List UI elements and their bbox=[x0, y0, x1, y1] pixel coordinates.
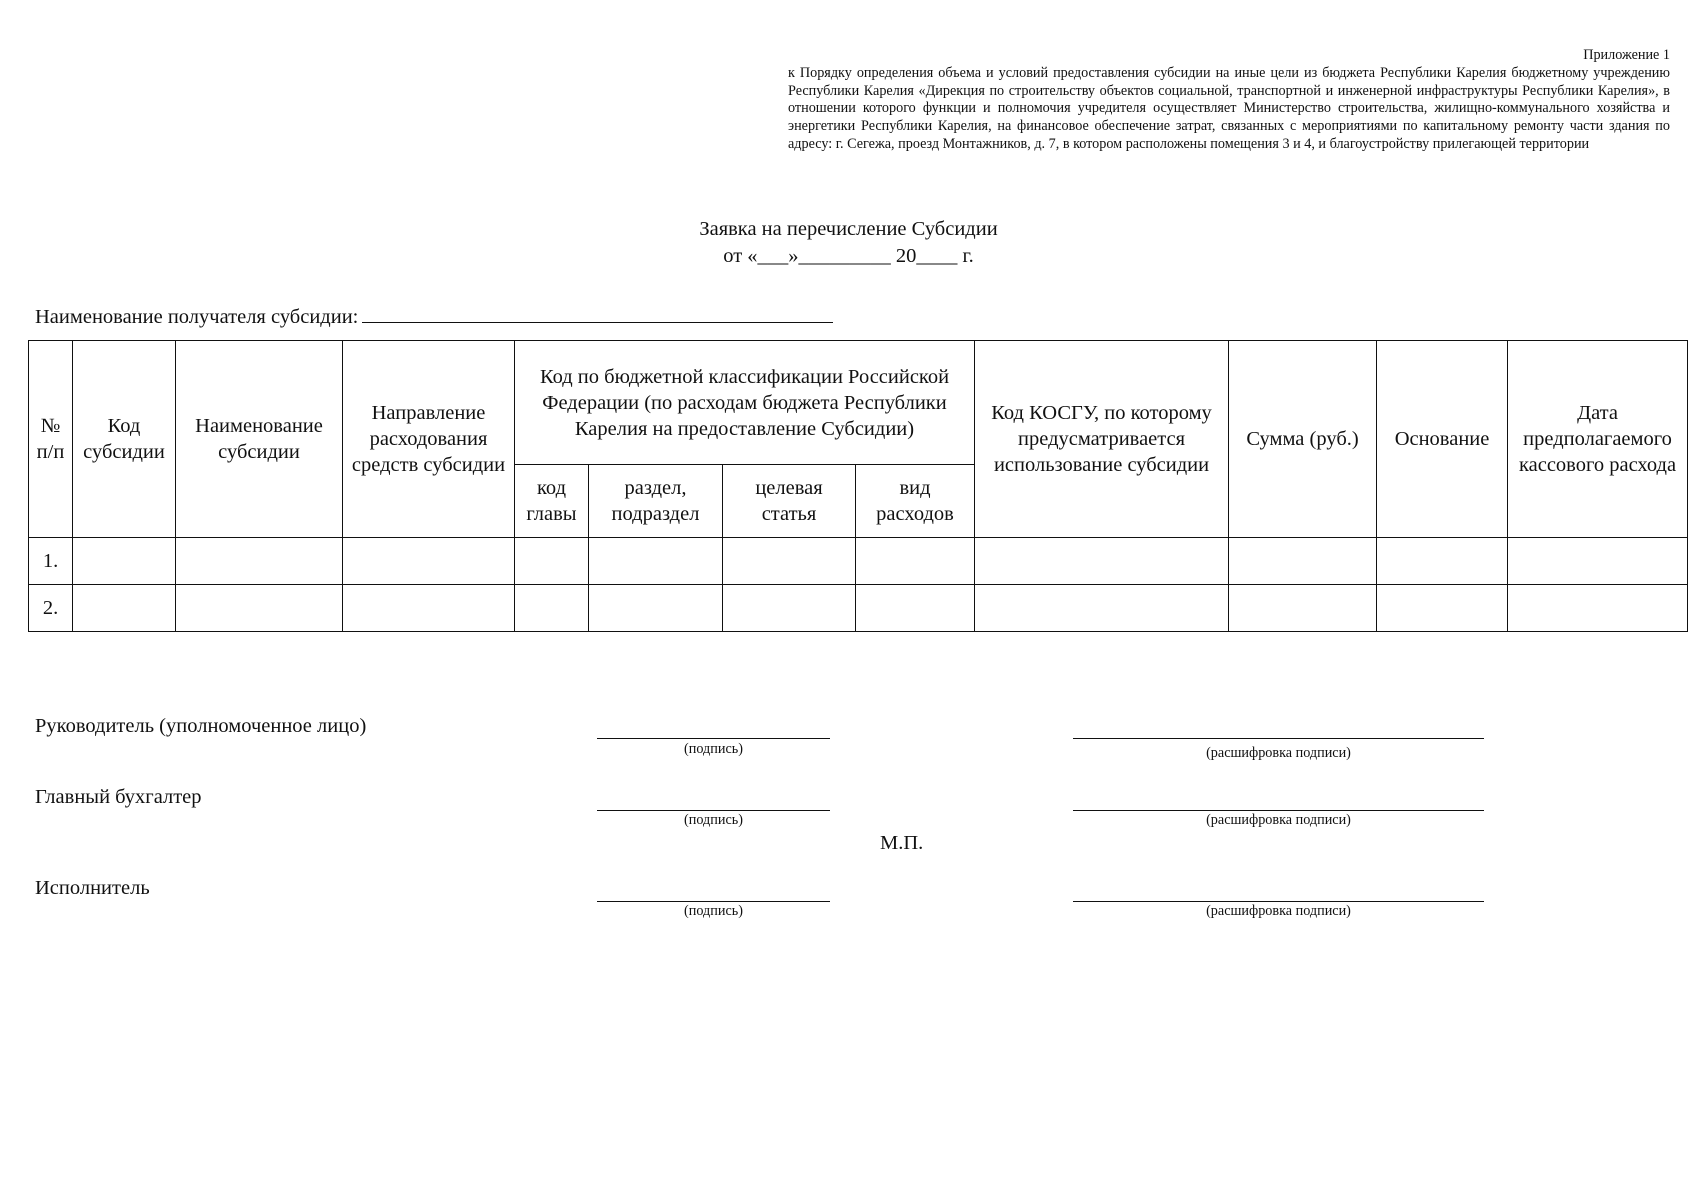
header-direction: Направление расходования средств субсидии bbox=[343, 341, 515, 538]
table-cell bbox=[975, 585, 1229, 632]
title-date-line: от «___»_________ 20____ г. bbox=[723, 245, 974, 267]
executor-signature-label: Исполнитель bbox=[35, 877, 150, 899]
table-cell bbox=[856, 585, 975, 632]
table-cell bbox=[343, 585, 515, 632]
head-signature-label: Руководитель (уполномоченное лицо) bbox=[35, 715, 367, 737]
appendix-note bbox=[788, 47, 1670, 154]
accountant-signature-line bbox=[597, 810, 830, 811]
table-cell bbox=[176, 585, 343, 632]
executor-signature-line bbox=[597, 901, 830, 902]
table-row bbox=[29, 538, 1688, 585]
recipient-field bbox=[35, 305, 833, 329]
table-cell bbox=[343, 538, 515, 585]
executor-decode-line bbox=[1073, 901, 1484, 902]
header-amount: Сумма (руб.) bbox=[1229, 341, 1377, 538]
executor-signature-caption: (подпись) bbox=[684, 903, 743, 919]
table-cell bbox=[1229, 538, 1377, 585]
table-cell bbox=[515, 538, 589, 585]
head-decode-caption: (расшифровка подписи) bbox=[1206, 745, 1351, 761]
table-cell bbox=[723, 585, 856, 632]
table-cell bbox=[589, 538, 723, 585]
executor-decode-caption: (расшифровка подписи) bbox=[1206, 903, 1351, 919]
header-chapter-code: код главы bbox=[515, 465, 589, 538]
table-cell bbox=[73, 585, 176, 632]
stamp-place: М.П. bbox=[880, 832, 924, 854]
accountant-decode-line bbox=[1073, 810, 1484, 811]
header-date: Дата предполагаемого кассового расхода bbox=[1508, 341, 1688, 538]
accountant-signature-label: Главный бухгалтер bbox=[35, 786, 202, 808]
table-cell bbox=[723, 538, 856, 585]
table-cell bbox=[73, 538, 176, 585]
document-title bbox=[0, 216, 1697, 270]
recipient-label: Наименование получателя субсидии: bbox=[35, 306, 359, 328]
head-signature-caption: (подпись) bbox=[684, 741, 743, 757]
table-cell bbox=[975, 538, 1229, 585]
header-kosgu: Код КОСГУ, по которому предусматривается использование субсидии bbox=[975, 341, 1229, 538]
table-cell bbox=[856, 538, 975, 585]
title-line-1: Заявка на перечисление Субсидии bbox=[699, 218, 998, 240]
appendix-text: к Порядку определения объема и условий предоставления субсидии на иные цели из бюджета Республики Карелия бюджетному учреждению Республики Карелия «Дирекция по строительству объектов социальной, транспортной и инженерной инфраструктуры Республики Карелия», в отношении которого функции и полномочия учредителя осуществляет Министерство строительства, жилищно-коммунального хозяйства и энергетики Республики Карелия, на финансовое обеспечение затрат, связанных с мероприятиями по капитальному ремонту части здания по адресу: г. Сегежа, проезд Монтажников, д. 7, в котором расположены помещения 3 и 4, и благоустройству прилегающей территории bbox=[788, 64, 1670, 152]
recipient-blank bbox=[362, 305, 833, 323]
table-cell bbox=[1377, 538, 1508, 585]
accountant-decode-caption: (расшифровка подписи) bbox=[1206, 812, 1351, 828]
table-cell bbox=[1508, 585, 1688, 632]
head-signature-line bbox=[597, 738, 830, 739]
header-basis: Основание bbox=[1377, 341, 1508, 538]
header-code: Код субсидии bbox=[73, 341, 176, 538]
table-cell bbox=[589, 585, 723, 632]
head-decode-line bbox=[1073, 738, 1484, 739]
header-num: № п/п bbox=[29, 341, 73, 538]
subsidy-table bbox=[28, 340, 1688, 632]
row-number: 1. bbox=[29, 538, 73, 585]
header-budget-classification: Код по бюджетной классификации Российской Федерации (по расходам бюджета Республики Карелия на предоставление Субсидии) bbox=[515, 341, 975, 465]
table-cell bbox=[515, 585, 589, 632]
header-section: раздел, подраздел bbox=[589, 465, 723, 538]
table-cell bbox=[1229, 585, 1377, 632]
row-number: 2. bbox=[29, 585, 73, 632]
header-name: Наименование субсидии bbox=[176, 341, 343, 538]
header-target-article: целевая статья bbox=[723, 465, 856, 538]
table-cell bbox=[1508, 538, 1688, 585]
table-cell bbox=[1377, 585, 1508, 632]
table-row bbox=[29, 585, 1688, 632]
table-cell bbox=[176, 538, 343, 585]
accountant-signature-caption: (подпись) bbox=[684, 812, 743, 828]
appendix-title: Приложение 1 bbox=[1583, 47, 1670, 63]
header-expense-type: вид расходов bbox=[856, 465, 975, 538]
